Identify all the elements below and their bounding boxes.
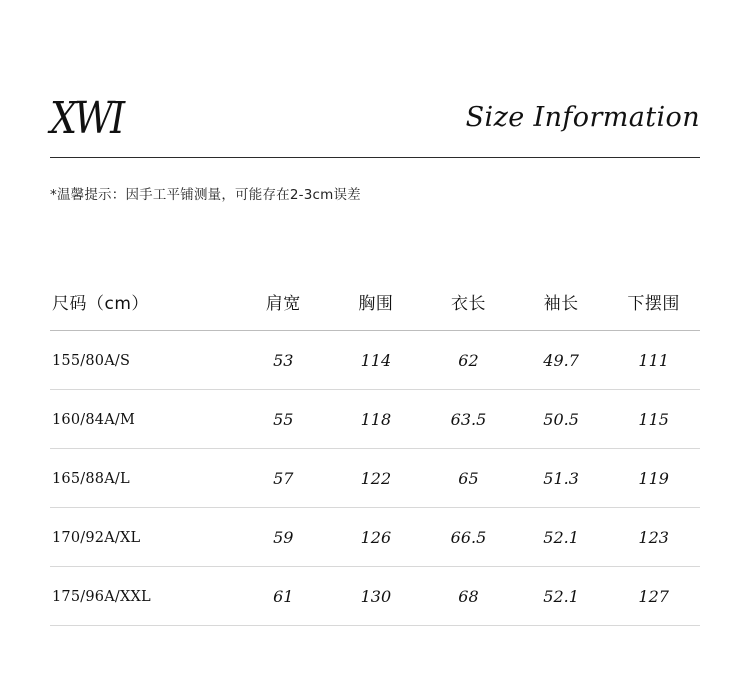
column-header-length: 衣长	[450, 294, 486, 314]
cell-hem: 111	[638, 351, 669, 370]
cell-hem: 127	[638, 587, 669, 606]
cell-bust: 118	[360, 410, 392, 429]
cell-shoulder: 59	[273, 528, 294, 547]
cell-sleeve: 50.5	[543, 410, 579, 429]
measurement-note: *温馨提示：因手工平铺测量，可能存在2-3cm误差	[50, 187, 361, 203]
cell-hem: 119	[638, 469, 669, 488]
cell-shoulder: 53	[273, 351, 294, 370]
cell-bust: 114	[360, 351, 392, 370]
cell-sleeve: 49.7	[543, 351, 579, 370]
page-title: Size Information	[465, 102, 700, 133]
cell-sleeve: 52.1	[543, 528, 579, 547]
cell-sleeve: 52.1	[543, 587, 579, 606]
table-row	[50, 449, 700, 508]
cell-size: 160/84A/M	[52, 411, 136, 428]
cell-shoulder: 61	[273, 587, 294, 606]
cell-bust: 130	[360, 587, 392, 606]
cell-size: 175/96A/XXL	[52, 588, 151, 605]
table-row	[50, 331, 700, 390]
cell-shoulder: 55	[273, 410, 294, 429]
cell-sleeve: 51.3	[543, 469, 579, 488]
column-header-bust: 胸围	[358, 294, 394, 314]
cell-hem: 123	[638, 528, 669, 547]
table-row	[50, 508, 700, 567]
column-header-sleeve: 袖长	[543, 294, 579, 314]
cell-shoulder: 57	[273, 469, 294, 488]
cell-length: 63.5	[450, 410, 487, 429]
table-row	[50, 567, 700, 626]
column-header-shoulder: 肩宽	[265, 294, 301, 314]
column-header-size: 尺码（cm）	[52, 294, 149, 314]
table-row	[50, 390, 700, 449]
cell-length: 68	[458, 587, 479, 606]
column-header-hem: 下摆围	[627, 294, 680, 314]
cell-size: 155/80A/S	[52, 352, 131, 369]
brand-logo: XWI	[50, 92, 123, 144]
cell-size: 165/88A/L	[52, 470, 130, 487]
cell-bust: 122	[360, 469, 392, 488]
cell-length: 66.5	[450, 528, 487, 547]
table-header-row	[50, 272, 700, 331]
header-divider	[50, 157, 700, 158]
page-header	[50, 92, 700, 158]
cell-size: 170/92A/XL	[52, 529, 141, 546]
cell-bust: 126	[360, 528, 392, 547]
cell-hem: 115	[638, 410, 669, 429]
size-table	[50, 272, 700, 626]
cell-length: 65	[458, 469, 479, 488]
row-divider	[50, 625, 700, 626]
cell-length: 62	[458, 351, 479, 370]
